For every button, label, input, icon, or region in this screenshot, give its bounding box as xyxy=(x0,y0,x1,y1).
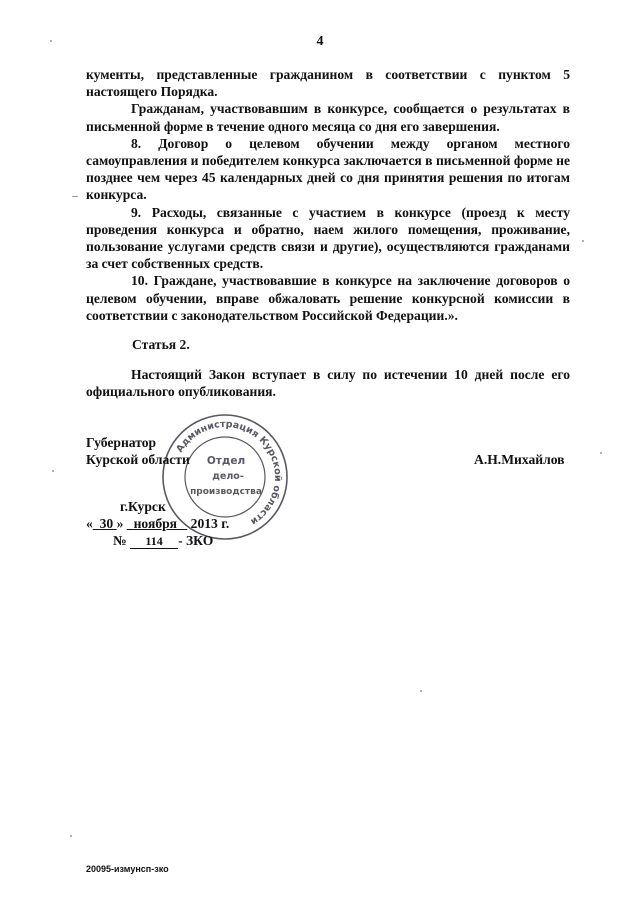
scan-speck xyxy=(70,835,72,837)
paragraph-item-8: 8. Договор о целевом обучении между органом местного самоуправления и победителем конкурса заключается в письменной форме не позднее чем через 45 календарных дней со дня принятия решения по итогам конкурса. xyxy=(86,135,570,203)
scan-speck xyxy=(72,196,78,197)
page-number: 4 xyxy=(316,34,324,49)
seal-center-line3: производства xyxy=(190,487,262,497)
signatory-title-line2: Курской области xyxy=(86,452,190,468)
date-year: 2013 г. xyxy=(190,516,230,531)
law-number-suffix: - ЗКО xyxy=(178,533,214,548)
law-number: 114 xyxy=(130,535,178,549)
date-month: ноября xyxy=(133,516,178,531)
seal-center-line2: дело- xyxy=(212,471,244,482)
scan-speck xyxy=(420,690,422,692)
signatory-name: А.Н.Михайлов xyxy=(474,452,565,467)
footer-code: 20095-измунсп-зко xyxy=(86,864,169,874)
article-heading: Статья 2. xyxy=(132,337,190,352)
seal-center-line1: Отдел xyxy=(206,455,246,467)
paragraph-documents: кументы, представленные гражданином в соответствии с пунктом 5 настоящего Порядка. xyxy=(86,67,570,100)
date-day: 30 xyxy=(99,516,114,531)
body-text xyxy=(86,66,570,324)
place-of-signing: г.Курск xyxy=(120,499,166,514)
seal-stamp xyxy=(160,412,290,542)
scan-speck xyxy=(582,240,584,242)
seal-ring-text: Администрация Курской области xyxy=(174,418,284,528)
paragraph-results: Гражданам, участвовавшим в конкурсе, сообщается о результатах в письменной форме в течение одного месяца со дня его завершения. xyxy=(86,101,570,134)
scan-speck xyxy=(600,452,602,454)
paragraph-item-9: 9. Расходы, связанные с участием в конкурсе (проезд к месту проведения конкурса и обратно, наем жилого помещения, проживание, пользование услугами средств связи и другие), осуществляются гражданами за счет собственных средств. xyxy=(86,204,570,272)
paragraph-item-10: 10. Граждане, участвовавшие в конкурсе на заключение договоров о целевом обучении, вправе обжаловать решение конкурсной комиссии в соответствии с законодательством Российской Федерации.». xyxy=(86,273,570,323)
date-open-quote: « xyxy=(86,516,93,531)
date-close-quote: » xyxy=(116,516,124,531)
article-text: Настоящий Закон вступает в силу по истечении 10 дней после его официального опубликования. xyxy=(86,367,570,400)
scan-speck xyxy=(50,40,52,42)
scan-speck xyxy=(52,470,54,472)
signatory-title-line1: Губернатор xyxy=(86,435,157,450)
number-sign: № xyxy=(113,533,127,548)
